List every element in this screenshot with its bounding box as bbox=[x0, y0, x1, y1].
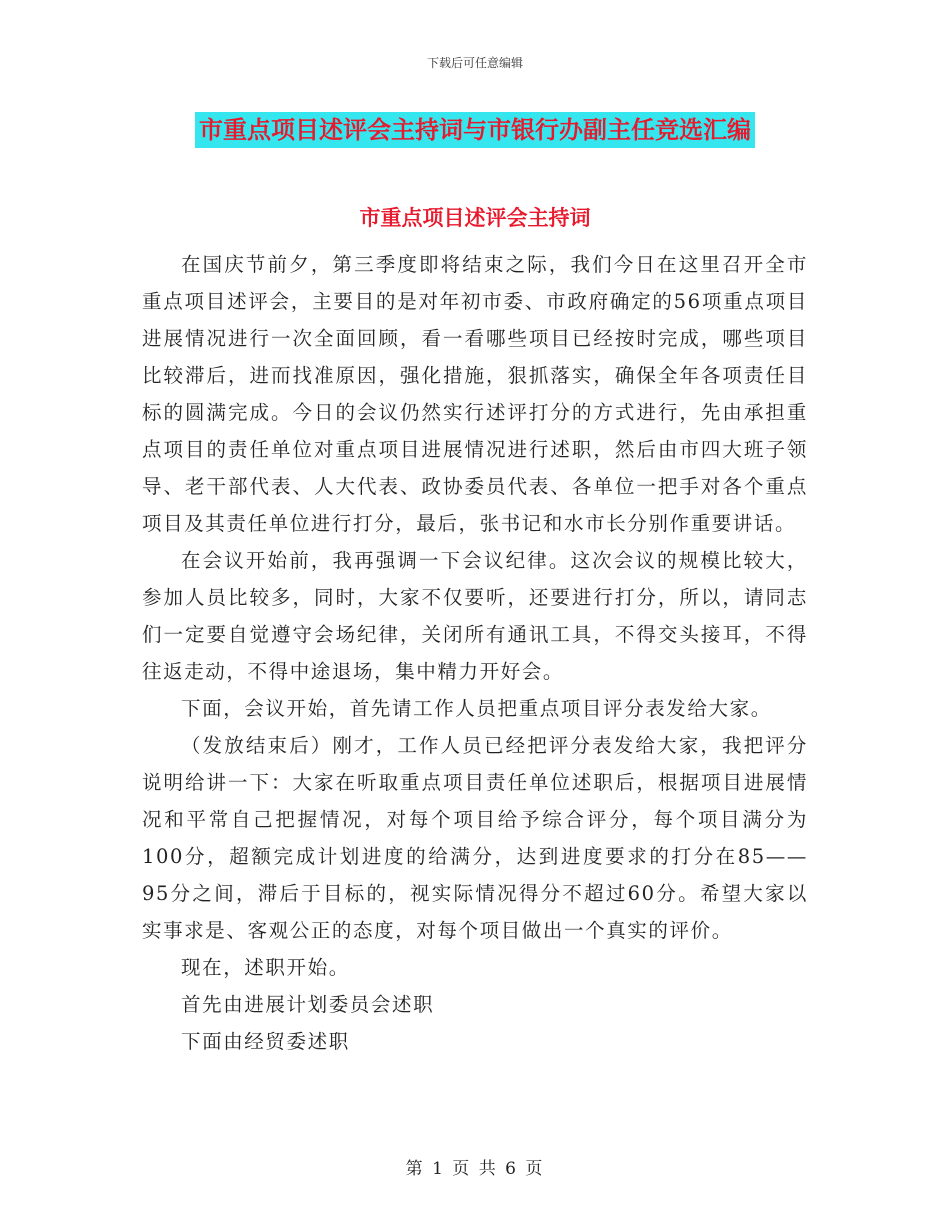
paragraph: 下面由经贸委述职 bbox=[181, 1030, 350, 1053]
header-note: 下载后可任意编辑 bbox=[426, 56, 523, 70]
document-title: 市重点项目述评会主持词与市银行办副主任竞选汇编 bbox=[195, 112, 755, 148]
paragraph: 在会议开始前，我再强调一下会议纪律。这次会议的规模比较大，参加人员比较多，同时，大家不仅要听，还要进行打分，所以，请同志们一定要自觉遵守会场纪律，关闭所有通讯工具，不得交头接耳，不得往返走动，不得中途退场，集中精力开好会。 bbox=[142, 549, 808, 683]
paragraph: 下面，会议开始，首先请工作人员把重点项目评分表发给大家。 bbox=[181, 697, 772, 720]
paragraph: 现在，述职开始。 bbox=[181, 956, 350, 979]
paragraph: 在国庆节前夕，第三季度即将结束之际，我们今日在这里召开全市重点项目述评会，主要目的是对年初市委、市政府确定的56项重点项目进展情况进行一次全面回顾，看一看哪些项目已经按时完成，哪些项目比较滞后，进而找准原因，强化措施，狠抓落实，确保全年各项责任目标的圆满完成。今日的会议仍然实行述评打分的方式进行，先由承担重点项目的责任单位对重点项目进展情况进行述职，然后由市四大班子领导、老干部代表、人大代表、政协委员代表、各单位一把手对各个重点项目及其责任单位进行打分，最后，张书记和水市长分别作重要讲话。 bbox=[142, 253, 808, 535]
document-body bbox=[142, 246, 808, 1060]
paragraph: （发放结束后）刚才，工作人员已经把评分表发给大家，我把评分说明给讲一下：大家在听取重点项目责任单位述职后，根据项目进展情况和平常自己把握情况，对每个项目给予综合评分，每个项目满分为100分，超额完成计划进度的给满分，达到进度要求的打分在85——95分之间，滞后于目标的，视实际情况得分不超过60分。希望大家以实事求是、客观公正的态度，对每个项目做出一个真实的评价。 bbox=[142, 734, 808, 942]
page-number: 第 1 页 共 6 页 bbox=[405, 1159, 545, 1179]
paragraph: 首先由进展计划委员会述职 bbox=[181, 993, 435, 1016]
section-title: 市重点项目述评会主持词 bbox=[359, 206, 591, 230]
